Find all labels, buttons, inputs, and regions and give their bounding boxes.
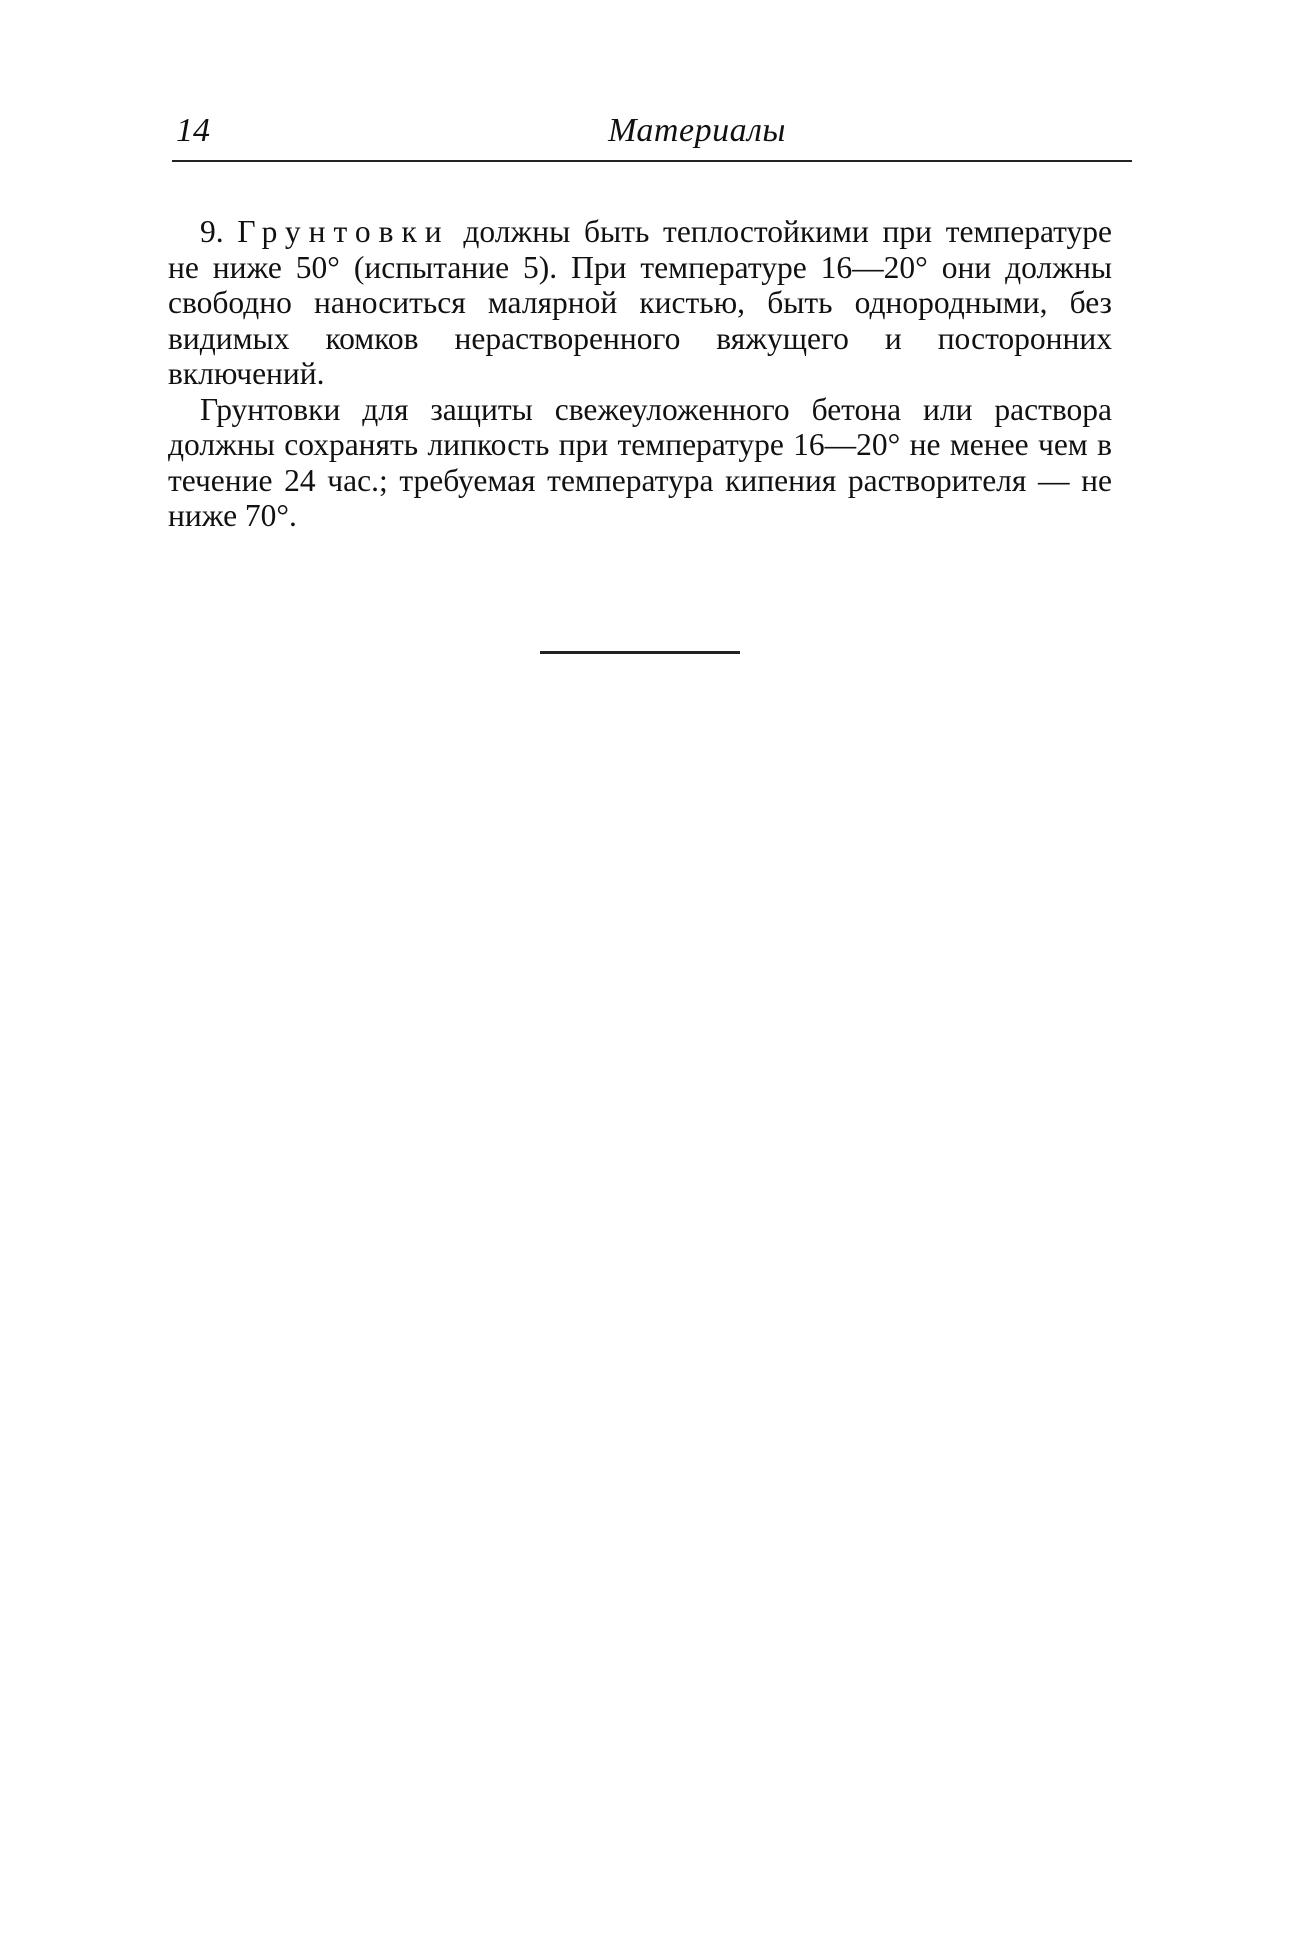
end-of-section-rule xyxy=(540,651,740,654)
body-text xyxy=(168,214,1112,534)
section-title: Материалы xyxy=(608,112,786,149)
paragraph-primers-protection: Грунтовки для защиты свежеуложенного бетона или раствора должны сохранять липкость при температуре 16—20° не менее чем в течение 24 час.; требуемая температура кипения растворителя — не ниже 70°. xyxy=(168,391,1112,533)
spaced-term: Грунтовки xyxy=(237,214,450,249)
paragraph-9 xyxy=(168,214,1112,392)
running-head xyxy=(172,108,1132,160)
item-number: 9. xyxy=(200,214,224,249)
page-number: 14 xyxy=(176,112,210,149)
header-rule xyxy=(172,160,1132,162)
paragraph-9-text: должны быть теплостойкими при температуре не ниже 50° (испытание 5). При температуре 16—20° они должны свободно наноситься малярной кистью, быть однородными, без видимых комков нерастворенного вяжущего и посторонних включений. xyxy=(168,214,1113,391)
